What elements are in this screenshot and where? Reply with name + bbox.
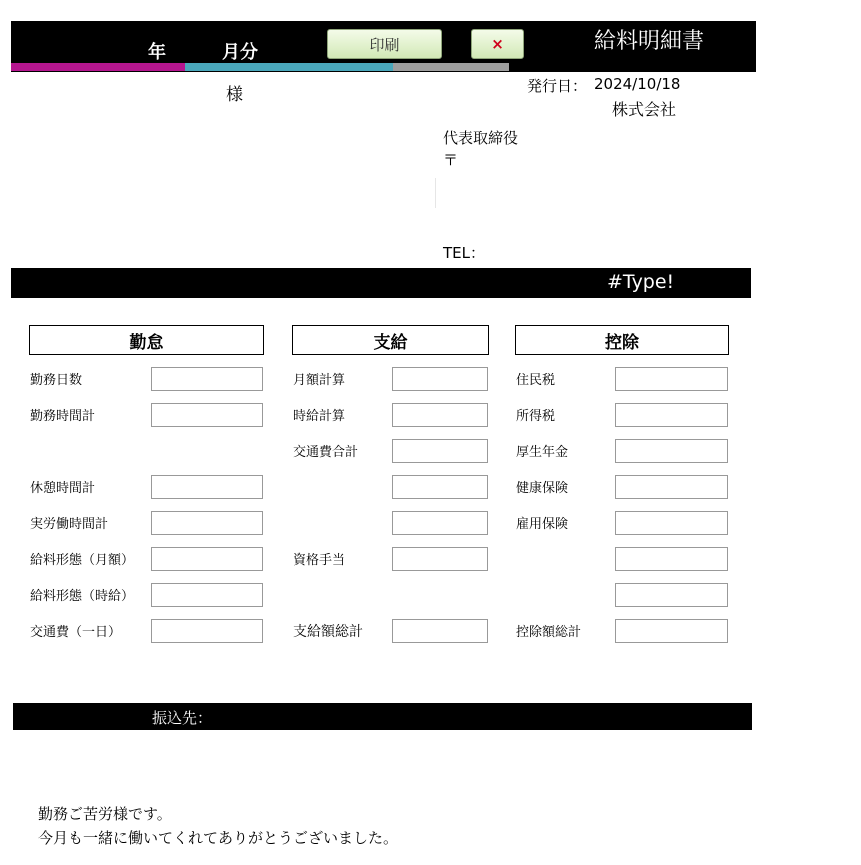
bank-label: 振込先： [152, 709, 213, 727]
attendance-header: 勤怠 [29, 325, 264, 355]
attendance-label-break: 休憩時間計 [30, 481, 96, 496]
attendance-hourly-field[interactable] [151, 583, 263, 607]
close-button[interactable] [471, 29, 524, 59]
attendance-monthly-field[interactable] [151, 547, 263, 571]
attendance-label-actual: 実労働時間計 [30, 517, 109, 532]
deduction-label-pension: 厚生年金 [516, 445, 569, 460]
payment-header: 支給 [292, 325, 489, 355]
bank-band [13, 703, 752, 730]
deduction-label-employment: 雇用保険 [516, 517, 569, 532]
payment-total-field[interactable] [392, 619, 488, 643]
attendance-days-field[interactable] [151, 367, 263, 391]
payment-label-qualification: 資格手当 [293, 553, 346, 568]
payment-extra-field-1[interactable] [392, 475, 488, 499]
payment-transport-total-field[interactable] [392, 439, 488, 463]
type-band-text: #Type! [607, 271, 675, 293]
print-button[interactable]: 印刷 [327, 29, 442, 59]
payment-extra-field-2[interactable] [392, 511, 488, 535]
accent-strip-gray [393, 63, 509, 71]
attendance-label-hours: 勤務時間計 [30, 409, 96, 424]
attendance-label-days: 勤務日数 [30, 373, 83, 388]
payment-label-hourly-calc: 時給計算 [293, 409, 346, 424]
deduction-income-tax-field[interactable] [615, 403, 728, 427]
attendance-hours-field[interactable] [151, 403, 263, 427]
representative-label: 代表取締役 [443, 129, 519, 147]
company-name: 株式会社 [612, 100, 677, 119]
deduction-health-field[interactable] [615, 475, 728, 499]
close-icon: × [491, 35, 504, 53]
document-title: 給料明細書 [594, 29, 705, 54]
recipient-honorific: 様 [226, 85, 243, 105]
payment-qualification-field[interactable] [392, 547, 488, 571]
payment-monthly-calc-field[interactable] [392, 367, 488, 391]
attendance-label-monthly: 給料形態（月額） [30, 553, 135, 568]
deduction-label-total: 控除額総計 [516, 625, 582, 640]
accent-strip-teal [185, 63, 393, 71]
deduction-extra-field-2[interactable] [615, 583, 728, 607]
attendance-label-transport: 交通費（一日） [30, 625, 122, 640]
deduction-label-resident-tax: 住民税 [516, 373, 556, 388]
deduction-employment-field[interactable] [615, 511, 728, 535]
payment-hourly-calc-field[interactable] [392, 403, 488, 427]
deduction-extra-field-1[interactable] [615, 547, 728, 571]
payment-label-total: 支給額総計 [293, 624, 363, 640]
issue-date: 2024/10/18 [594, 75, 681, 93]
attendance-actual-field[interactable] [151, 511, 263, 535]
address-divider [435, 178, 436, 208]
footer-line-2: 今月も一緒に働いてくれてありがとうございました。 [38, 829, 399, 847]
issue-date-label: 発行日： [527, 77, 588, 95]
year-label: 年 [148, 42, 166, 63]
deduction-header: 控除 [515, 325, 729, 355]
postal-mark: 〒 [443, 151, 459, 169]
payment-label-transport-total: 交通費合計 [293, 445, 359, 460]
deduction-pension-field[interactable] [615, 439, 728, 463]
payment-label-monthly-calc: 月額計算 [293, 373, 346, 388]
accent-strip-magenta [11, 63, 185, 71]
month-label: 月分 [222, 42, 258, 63]
deduction-total-field[interactable] [615, 619, 728, 643]
deduction-label-health: 健康保険 [516, 481, 569, 496]
footer-line-1: 勤務ご苦労様です。 [38, 805, 172, 823]
attendance-break-field[interactable] [151, 475, 263, 499]
attendance-transport-field[interactable] [151, 619, 263, 643]
tel-label: TEL： [443, 244, 485, 262]
deduction-resident-tax-field[interactable] [615, 367, 728, 391]
deduction-label-income-tax: 所得税 [516, 409, 556, 424]
attendance-label-hourly: 給料形態（時給） [30, 589, 135, 604]
